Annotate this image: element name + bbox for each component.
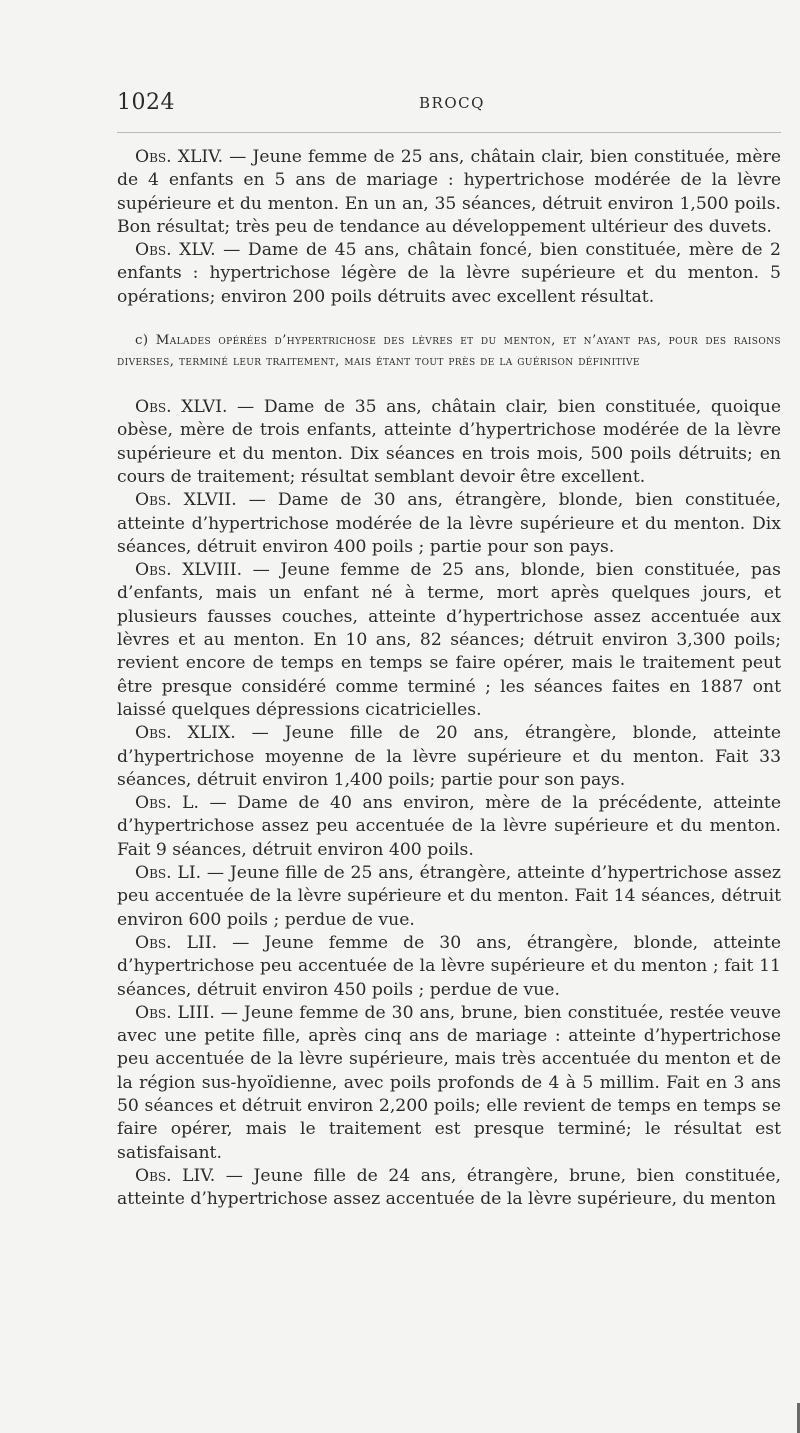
observation-paragraph xyxy=(117,722,781,792)
observation-text: — Dame de 40 ans environ, mère de la précédente, atteinte d’hypertrichose assez peu accentuée de la lèvre supérieure et du menton. Fait 9 séances, détruit environ 400 poils. xyxy=(117,793,781,860)
page-number: 1024 xyxy=(117,90,175,115)
observation-label: Obs. LI. xyxy=(135,863,202,884)
running-head: BROCQ xyxy=(419,94,485,112)
section-letter: c) xyxy=(135,333,149,349)
header-rule xyxy=(117,132,781,133)
observation-paragraph xyxy=(117,396,781,489)
observation-paragraph xyxy=(117,932,781,1002)
observation-text: — Dame de 35 ans, châtain clair, bien constituée, quoique obèse, mère de trois enfants, atteinte d’hypertrichose modérée de la lèvre supérieure et du menton. Dix séances en trois mois, 500 poils détruits; en cours de traitement; résultat semblant devoir être excellent. xyxy=(117,397,781,487)
observation-label: Obs. XLV. xyxy=(135,240,216,261)
book-page xyxy=(117,88,782,1210)
observation-text: — Dame de 45 ans, châtain foncé, bien constituée, mère de 2 enfants : hypertrichose légère de la lèvre supérieure et du menton. 5 opérations; environ 200 poils détruits avec excellent résultat. xyxy=(117,240,781,307)
observation-label: Obs. LII. xyxy=(135,932,218,953)
page-header xyxy=(117,88,781,122)
observation-text: — Jeune fille de 20 ans, étrangère, blonde, atteinte d’hypertrichose moyenne de la lèvre supérieure et du menton. Fait 33 séances, détruit environ 1,400 poils; partie pour son pays. xyxy=(117,723,781,790)
observation-label: Obs. L. xyxy=(135,793,200,814)
section-heading xyxy=(117,331,781,372)
observation-paragraph xyxy=(117,792,781,862)
observation-label: Obs. LIII. xyxy=(135,1002,215,1023)
observation-paragraph xyxy=(117,559,781,722)
observation-text: — Jeune femme de 30 ans, étrangère, blonde, atteinte d’hypertrichose peu accentuée de la lèvre supérieure et du menton ; fait 11 séances, détruit environ 450 poils ; perdue de vue. xyxy=(117,932,781,1000)
section-title: Malades opérées d’hypertrichose des lèvres et du menton, et n’ayant pas, pour des raisons diverses, terminé leur traitement, mais étant tout près de la guérison définitive xyxy=(117,333,781,369)
observation-label: Obs. LIV. xyxy=(135,1165,216,1186)
page-body xyxy=(117,146,781,1211)
observation-paragraph xyxy=(117,146,781,239)
observation-paragraph xyxy=(117,239,781,309)
observation-label: Obs. XLIV. xyxy=(135,147,224,167)
observation-paragraph xyxy=(117,862,781,932)
observation-label: Obs. XLIX. xyxy=(135,723,236,744)
observation-text: — Dame de 30 ans, étrangère, blonde, bien constituée, atteinte d’hypertrichose modérée de la lèvre supérieure et du menton. Dix séances, détruit environ 400 poils ; partie pour son pays. xyxy=(117,490,782,557)
observation-paragraph xyxy=(117,1002,781,1165)
observation-paragraph xyxy=(117,1165,781,1212)
observation-text: — Jeune femme de 25 ans, blonde, bien constituée, pas d’enfants, mais un enfant né à terme, mort après quelques jours, et plusieurs fausses couches, atteinte d’hypertrichose assez accentuée aux lèvres et au menton. En 10 ans, 82 séances; détruit environ 3,300 poils; revient encore de temps en temps se faire opérer, mais le traitement peut être presque considéré comme terminé ; les séances faites en 1887 ont laissé quelques dépressions cicatricielles. xyxy=(117,560,781,720)
observation-text: — Jeune fille de 24 ans, étrangère, brune, bien constituée, atteinte d’hypertrichose assez accentuée de la lèvre supérieure, du menton xyxy=(117,1165,781,1210)
observation-text: — Jeune femme de 30 ans, brune, bien constituée, restée veuve avec une petite fille, après cinq ans de mariage : atteinte d’hypertrichose peu accentuée de la lèvre supérieure, mais très accentuée du menton et de la région sus-hyoïdienne, avec poils profonds de 4 à 5 millim. Fait en 3 ans 50 séances et détruit environ 2,200 poils; elle revient de temps en temps se faire opérer, mais le traitement est presque terminé; le résultat est satisfaisant. xyxy=(117,1002,781,1163)
observation-label: Obs. XLVIII. xyxy=(135,560,243,581)
observation-label: Obs. XLVII. xyxy=(135,490,237,511)
observation-paragraph xyxy=(117,489,781,559)
observation-text: — Jeune fille de 25 ans, étrangère, atteinte d’hypertrichose assez peu accentuée de la lèvre supérieure et du menton. Fait 14 séances, détruit environ 600 poils ; perdue de vue. xyxy=(117,863,781,930)
observation-text: — Jeune femme de 25 ans, châtain clair, bien constituée, mère de 4 enfants en 5 ans de mariage : hypertrichose modérée de la lèvre supérieure et du menton. En un an, 35 séances, détruit environ 1,500 poils. Bon résultat; très peu de tendance au développement ultérieur des duvets. xyxy=(117,147,781,237)
observation-label: Obs. XLVI. xyxy=(135,397,228,418)
